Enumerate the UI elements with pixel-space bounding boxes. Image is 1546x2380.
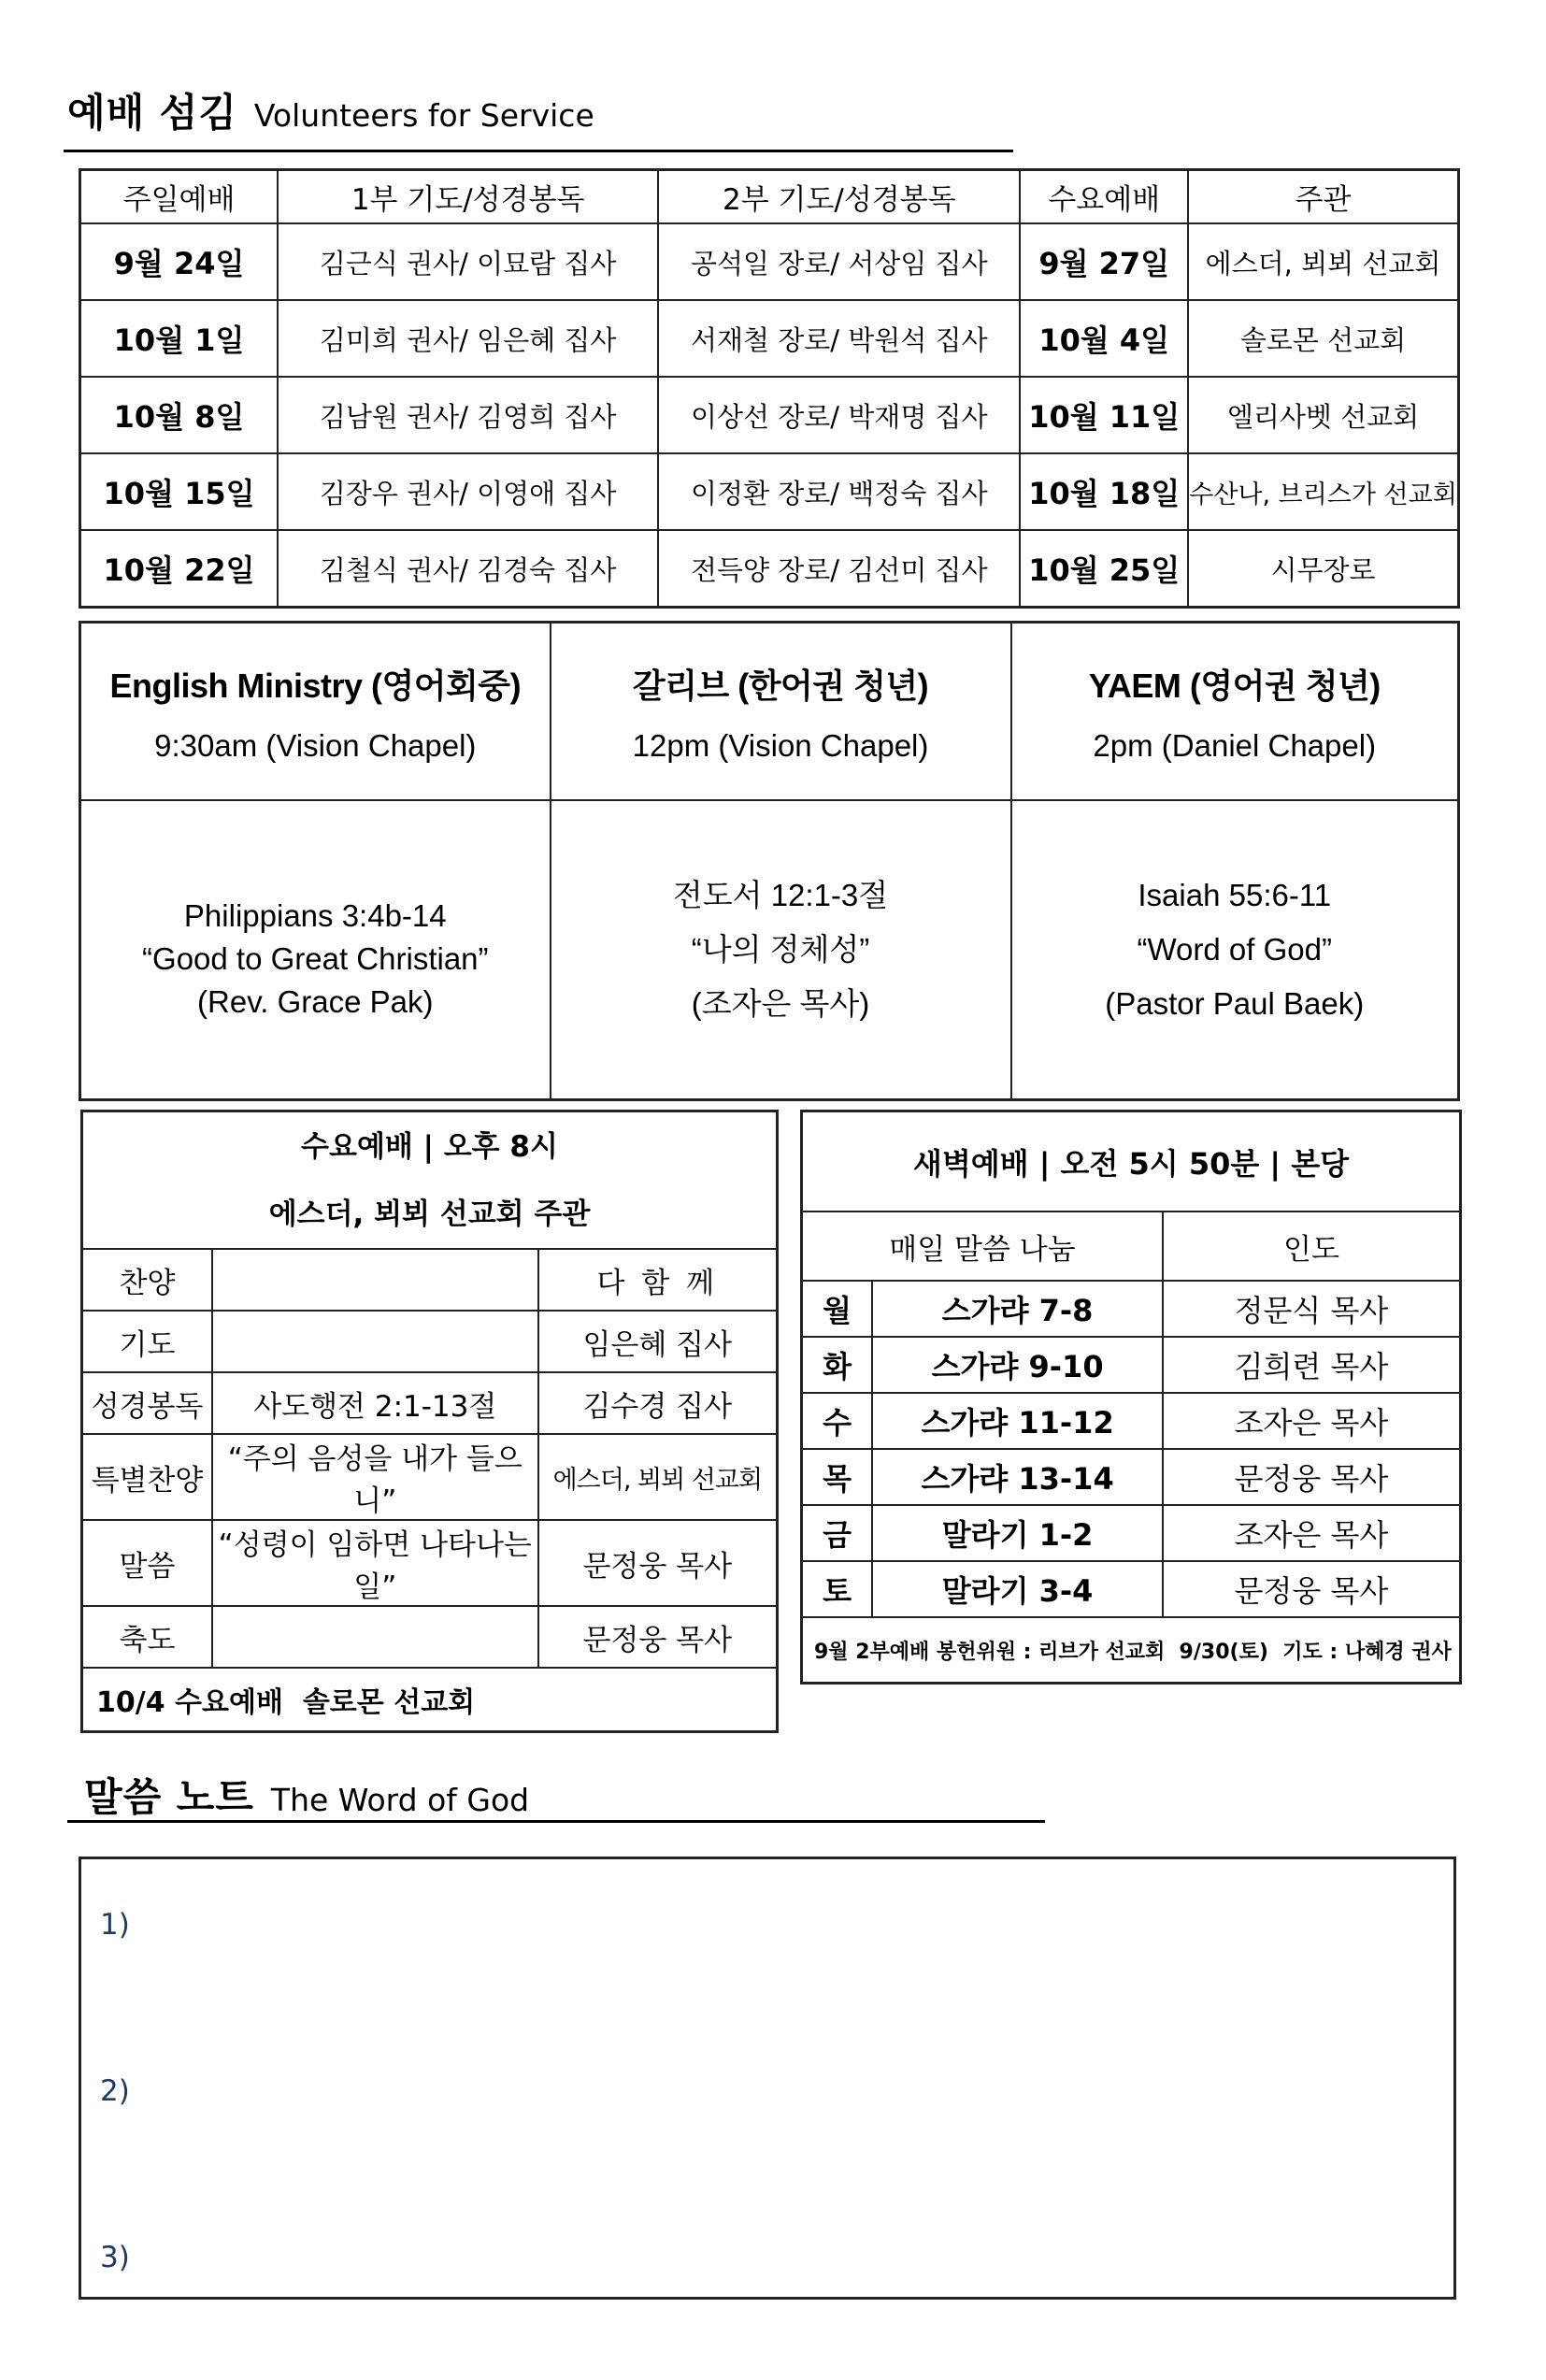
first-service-volunteers: 김철식 권사/ 김경숙 집사 [278, 530, 658, 608]
wednesday-header [82, 1111, 778, 1250]
dawn-title: 새벽예배 | 오전 5시 50분 | 본당 [802, 1111, 1461, 1212]
dawn-row [802, 1449, 1461, 1505]
first-service-volunteers: 김남원 권사/ 김영희 집사 [278, 377, 658, 453]
table-row [80, 377, 1459, 453]
daily-reading: 스가랴 11-12 [872, 1393, 1163, 1449]
program-leader: 다 함 께 [538, 1249, 778, 1311]
wednesday-date: 10월 4일 [1020, 300, 1188, 377]
host-group: 에스더, 뵈뵈 선교회 [1188, 223, 1458, 300]
program-row [82, 1606, 778, 1668]
sermon-notes-box [79, 1857, 1456, 2300]
ministry-cell [80, 623, 551, 801]
section-heading-volunteers [67, 82, 594, 138]
section-heading-sermon-notes [84, 1767, 529, 1823]
dawn-row [802, 1393, 1461, 1449]
dawn-row [802, 1505, 1461, 1561]
program-item: 축도 [82, 1606, 212, 1668]
leader: 조자은 목사 [1163, 1505, 1461, 1561]
weekday: 목 [802, 1449, 873, 1505]
ministry-cell [1011, 623, 1459, 801]
leader: 김희련 목사 [1163, 1337, 1461, 1393]
daily-reading: 말라기 3-4 [872, 1561, 1163, 1617]
sunday-date: 10월 1일 [80, 300, 279, 377]
column-header: 주일예배 [80, 170, 279, 224]
sermon-title: “나의 정체성” [691, 932, 870, 967]
service-schedule-table [79, 168, 1460, 609]
weekday: 금 [802, 1505, 873, 1561]
scripture-reference: 전도서 12:1-3절 [672, 878, 889, 912]
daily-reading: 스가랴 7-8 [872, 1281, 1163, 1337]
dawn-footer-row [802, 1617, 1461, 1684]
second-service-volunteers: 공석일 장로/ 서상임 집사 [658, 223, 1020, 300]
ministry-name: YAEM (영어권 청년) [1088, 666, 1381, 705]
ministry-time: 9:30am (Vision Chapel) [154, 727, 477, 763]
section-title-ko: 예배 섬김 [67, 90, 237, 136]
sermon-title: “Word of God” [1137, 932, 1332, 967]
host-group: 솔로몬 선교회 [1188, 300, 1458, 377]
ministries-table [79, 621, 1460, 1101]
program-leader: 문정웅 목사 [538, 1606, 778, 1668]
column-header: 수요예배 [1020, 170, 1188, 224]
wednesday-footer-note: 10/4 수요예배 솔로몬 선교회 [82, 1668, 778, 1732]
program-content [212, 1606, 538, 1668]
daily-reading: 스가랴 13-14 [872, 1449, 1163, 1505]
wednesday-title-cell [82, 1111, 778, 1250]
program-row [82, 1520, 778, 1606]
wednesday-date: 10월 11일 [1020, 377, 1188, 453]
scripture-reference: Philippians 3:4b-14 [183, 898, 447, 933]
ministry-sermon-row [80, 800, 1459, 1100]
preacher: (Pastor Paul Baek) [1105, 986, 1365, 1021]
table-row [80, 300, 1459, 377]
weekday: 토 [802, 1561, 873, 1617]
daily-reading: 말라기 1-2 [872, 1505, 1163, 1561]
section-title-ko: 말씀 노트 [84, 1774, 254, 1820]
sermon-title: “Good to Great Christian” [142, 941, 489, 976]
second-service-volunteers: 서재철 장로/ 박원석 집사 [658, 300, 1020, 377]
ministry-time: 2pm (Daniel Chapel) [1093, 727, 1377, 763]
column-header: 인도 [1163, 1212, 1461, 1281]
column-header: 1부 기도/성경봉독 [278, 170, 658, 224]
column-header: 매일 말씀 나눔 [802, 1212, 1163, 1281]
program-content: 사도행전 2:1-13절 [212, 1372, 538, 1434]
sermon-cell [1011, 800, 1459, 1100]
table-header-row [80, 170, 1459, 224]
table-row [80, 223, 1459, 300]
program-row [82, 1249, 778, 1311]
weekday: 월 [802, 1281, 873, 1337]
daily-reading: 스가랴 9-10 [872, 1337, 1163, 1393]
weekday: 화 [802, 1337, 873, 1393]
sunday-date: 10월 8일 [80, 377, 279, 453]
table-row [80, 453, 1459, 530]
program-leader: 에스더, 뵈뵈 선교회 [538, 1434, 778, 1520]
section-title-en: Volunteers for Service [253, 97, 594, 134]
sunday-date: 10월 15일 [80, 453, 279, 530]
weekday: 수 [802, 1393, 873, 1449]
program-content: “성령이 임하면 나타나는 일” [212, 1520, 538, 1606]
section-divider [64, 150, 1013, 152]
offering-note: 9월 2부예배 봉헌위원 : 리브가 선교회 9/30(토) 기도 : 나혜경 권사 [802, 1617, 1461, 1684]
note-number: 1) [100, 1908, 130, 1942]
section-title-en: The Word of God [270, 1782, 530, 1818]
program-row [82, 1372, 778, 1434]
note-number: 2) [100, 2074, 130, 2108]
program-row [82, 1311, 778, 1372]
note-number: 3) [100, 2241, 130, 2274]
second-service-volunteers: 전득양 장로/ 김선미 집사 [658, 530, 1020, 608]
program-leader: 문정웅 목사 [538, 1520, 778, 1606]
dawn-header [802, 1111, 1461, 1212]
scripture-reference: Isaiah 55:6-11 [1138, 878, 1332, 912]
preacher: (조자은 목사) [691, 986, 870, 1021]
ministry-time: 12pm (Vision Chapel) [632, 727, 929, 763]
ministry-name: English Ministry (영어회중) [109, 666, 522, 705]
ministry-cell [551, 623, 1011, 801]
dawn-service-table [800, 1110, 1462, 1685]
first-service-volunteers: 김미희 권사/ 임은혜 집사 [278, 300, 658, 377]
wednesday-date: 10월 25일 [1020, 530, 1188, 608]
column-header: 2부 기도/성경봉독 [658, 170, 1020, 224]
program-item: 말씀 [82, 1520, 212, 1606]
program-leader: 김수경 집사 [538, 1372, 778, 1434]
column-header: 주관 [1188, 170, 1458, 224]
wednesday-date: 10월 18일 [1020, 453, 1188, 530]
sunday-date: 10월 22일 [80, 530, 279, 608]
wednesday-footer-row [82, 1668, 778, 1732]
program-row [82, 1434, 778, 1520]
program-content: “주의 음성을 내가 들으니” [212, 1434, 538, 1520]
dawn-row [802, 1281, 1461, 1337]
program-item: 성경봉독 [82, 1372, 212, 1434]
sermon-cell [551, 800, 1011, 1100]
second-service-volunteers: 이정환 장로/ 백정숙 집사 [658, 453, 1020, 530]
program-content [212, 1249, 538, 1311]
dawn-column-header-row [802, 1212, 1461, 1281]
preacher: (Rev. Grace Pak) [197, 984, 434, 1019]
first-service-volunteers: 김장우 권사/ 이영애 집사 [278, 453, 658, 530]
leader: 조자은 목사 [1163, 1393, 1461, 1449]
leader: 정문식 목사 [1163, 1281, 1461, 1337]
sermon-cell [80, 800, 551, 1100]
program-item: 기도 [82, 1311, 212, 1372]
program-leader: 임은혜 집사 [538, 1311, 778, 1372]
wednesday-title: 수요예배 | 오후 8시 [301, 1129, 558, 1164]
leader: 문정웅 목사 [1163, 1561, 1461, 1617]
program-content [212, 1311, 538, 1372]
program-item: 찬양 [82, 1249, 212, 1311]
host-group: 수산나, 브리스가 선교회 [1188, 453, 1458, 530]
wednesday-service-table [80, 1110, 779, 1733]
sunday-date: 9월 24일 [80, 223, 279, 300]
wednesday-date: 9월 27일 [1020, 223, 1188, 300]
ministry-name: 갈리브 (한어권 청년) [632, 666, 929, 705]
program-item: 특별찬양 [82, 1434, 212, 1520]
host-group: 시무장로 [1188, 530, 1458, 608]
wednesday-host: 에스더, 뵈뵈 선교회 주관 [268, 1197, 591, 1231]
section-divider [67, 1820, 1045, 1823]
table-row [80, 530, 1459, 608]
ministry-header-row [80, 623, 1459, 801]
dawn-row [802, 1561, 1461, 1617]
dawn-row [802, 1337, 1461, 1393]
second-service-volunteers: 이상선 장로/ 박재명 집사 [658, 377, 1020, 453]
host-group: 엘리사벳 선교회 [1188, 377, 1458, 453]
first-service-volunteers: 김근식 권사/ 이묘람 집사 [278, 223, 658, 300]
leader: 문정웅 목사 [1163, 1449, 1461, 1505]
